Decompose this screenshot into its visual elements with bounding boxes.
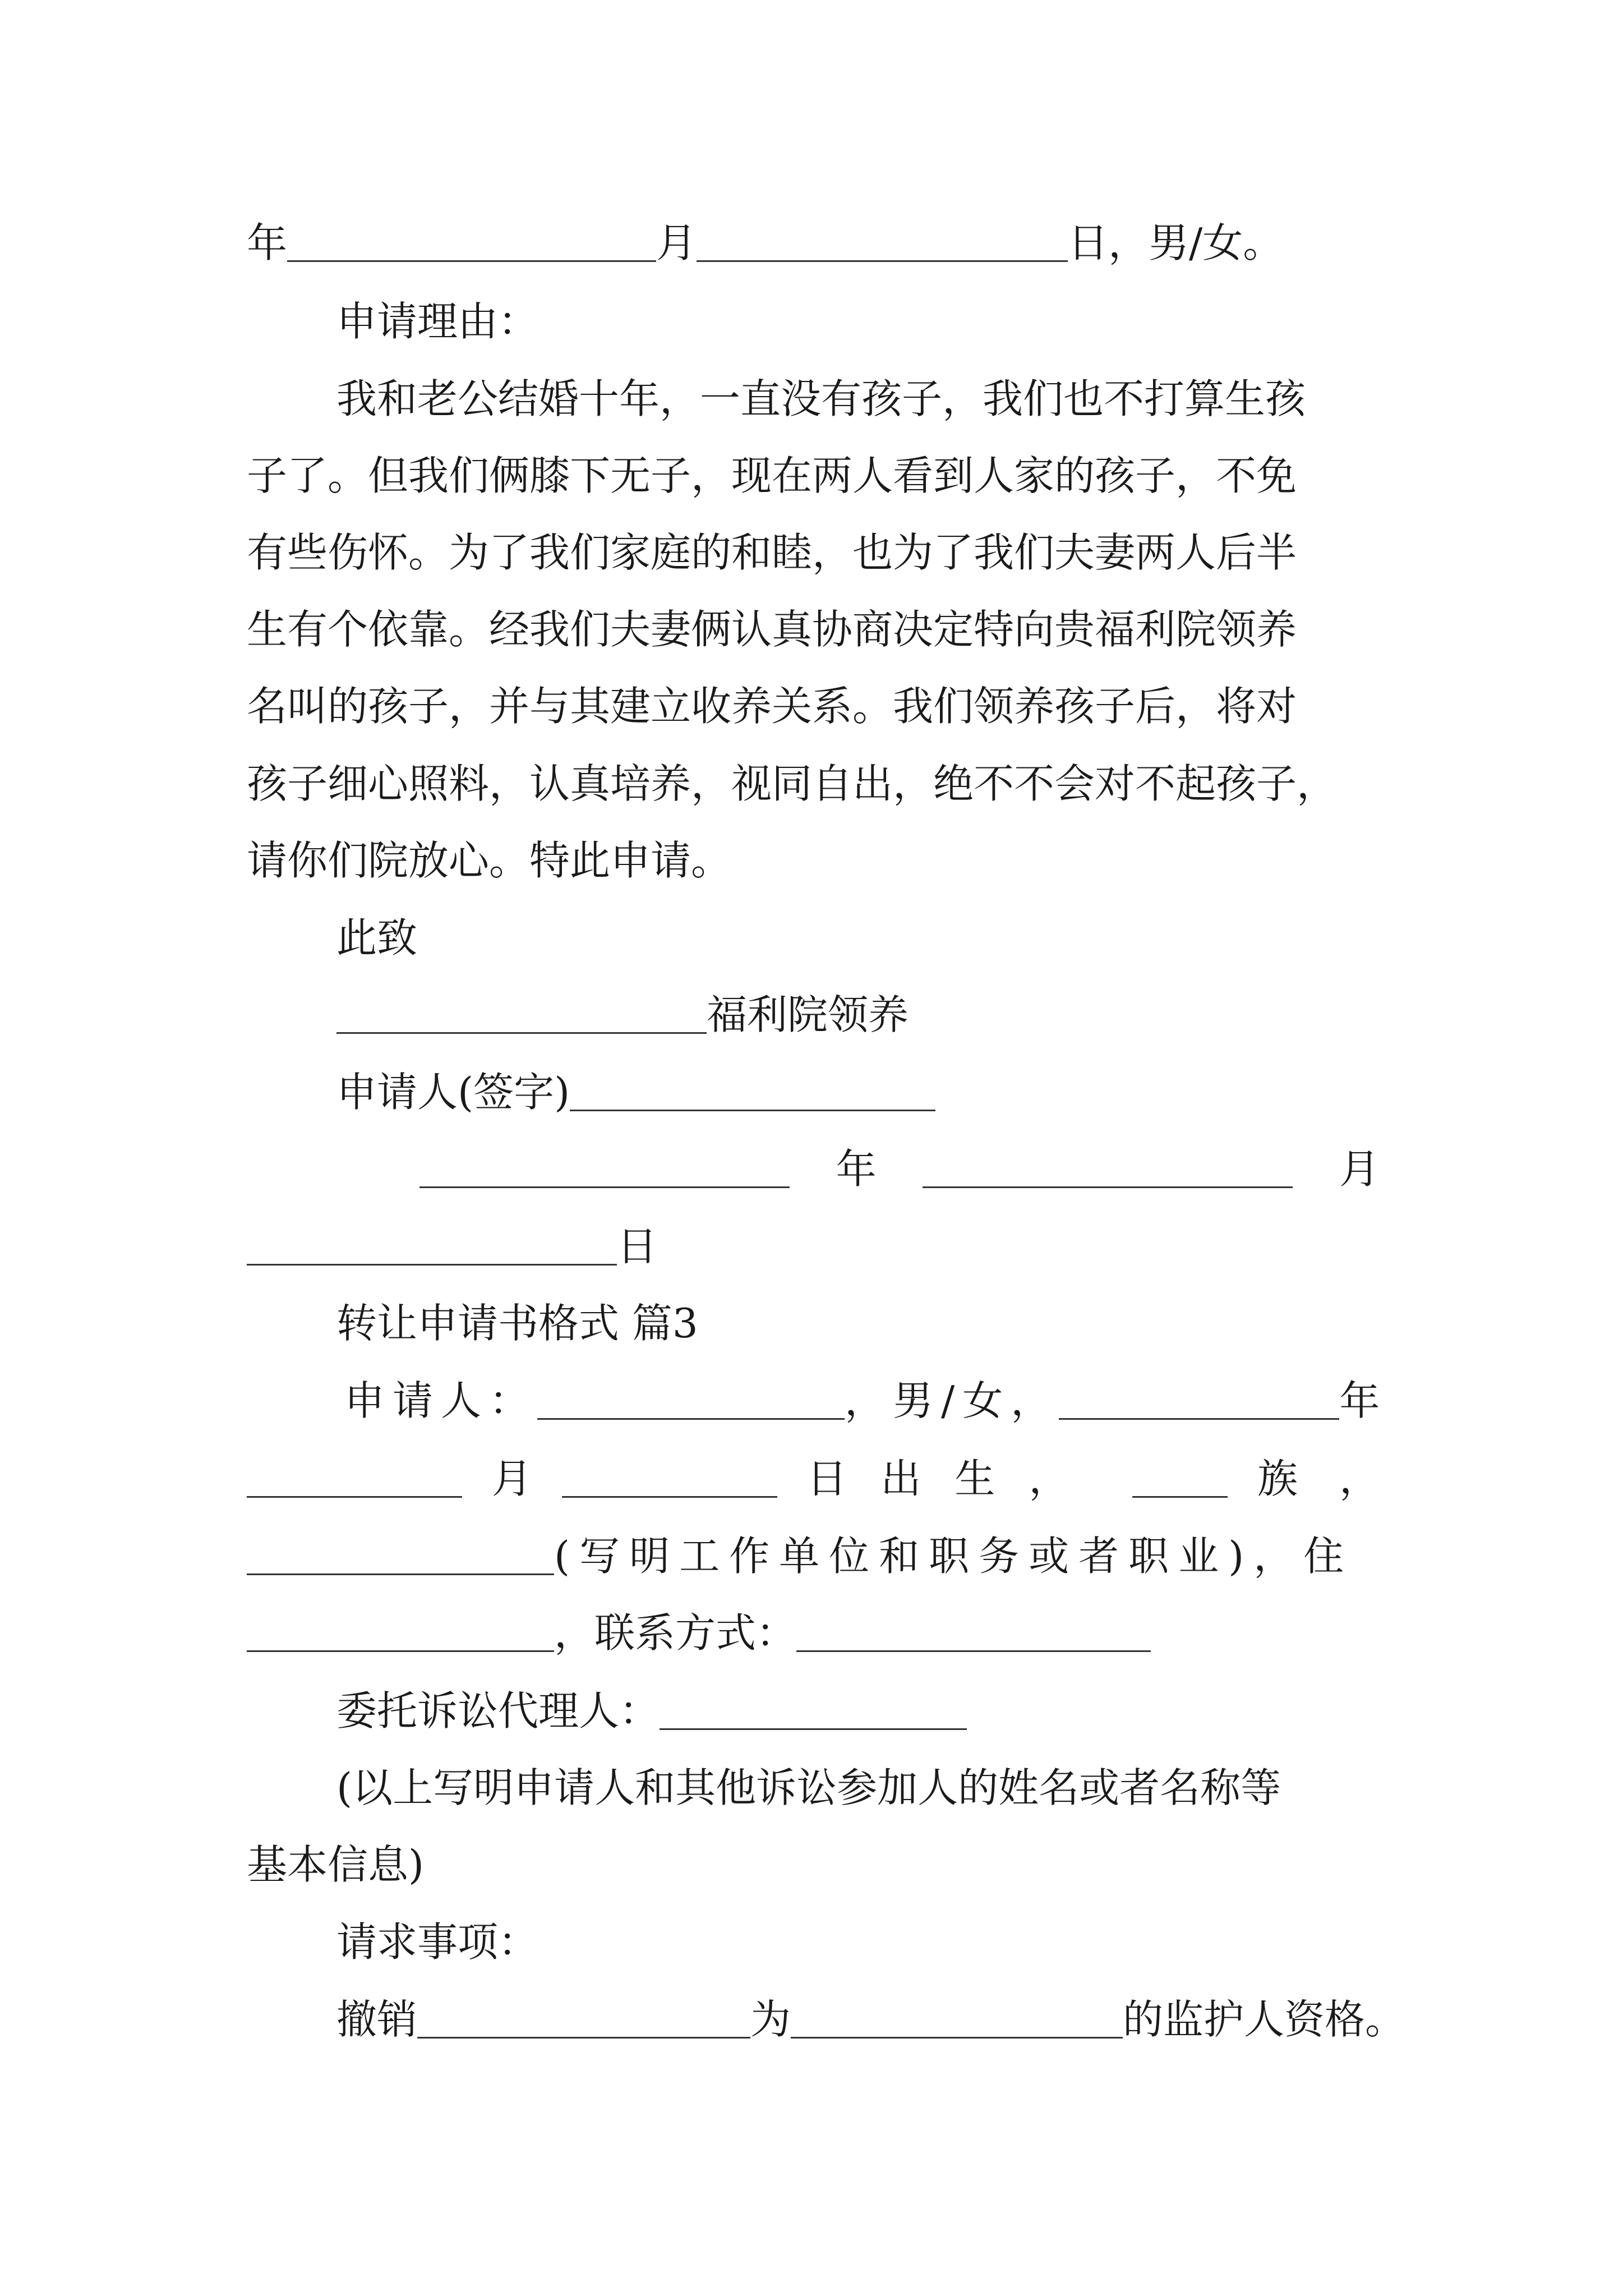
s3-wei-label: 为 (750, 1996, 791, 2043)
sign-year-label: 年 (836, 1145, 877, 1193)
s3-guardian-label: 的监护人资格。 (1123, 1996, 1406, 2043)
body-line-1: 我和老公结婚十年，一直没有孩子，我们也不打算生孩 (336, 375, 1306, 422)
s3-applicant-line (344, 1374, 1380, 1428)
day-gender-label: 日，男/女。 (1068, 219, 1284, 266)
body-line-7: 请你们院放心。特此申请。 (247, 837, 732, 884)
s3-month-blank (247, 1459, 462, 1498)
s3-born-label: 日出生， (806, 1455, 1103, 1502)
s3-work-line (247, 1529, 1380, 1583)
s3-contact-line (247, 1606, 1380, 1660)
body-line-4: 生有个依靠。经我们夫妻俩认真协商决定特向贵福利院领养 (247, 606, 1297, 653)
s3-work-note: (写明工作单位和职务或者职业)，住 (554, 1533, 1354, 1580)
body-line-6: 孩子细心照料，认真培养，视同自出，绝不不会对不起孩子， (247, 760, 1338, 807)
month-blank (697, 223, 1068, 262)
s3-agent-line (336, 1684, 1380, 1738)
s3-year-label: 年 (1339, 1377, 1380, 1424)
s3-name-blank (537, 1381, 845, 1420)
sign-year-blank (419, 1149, 790, 1188)
s3-guardian-blank (791, 2000, 1123, 2039)
year-label: 年 (247, 219, 288, 266)
s3-ethnic-blank (1132, 1459, 1228, 1498)
s3-agent-blank (660, 1691, 967, 1730)
s3-address-blank (247, 1613, 554, 1652)
s3-year-blank (1059, 1381, 1339, 1420)
applicant-signature-line (336, 1065, 1380, 1119)
s3-revoke-line (336, 1993, 1413, 2046)
s3-contact-label: ，联系方式： (554, 1609, 797, 1657)
s3-revoke-label: 撤销 (336, 1996, 418, 2043)
sign-day-line (247, 1220, 1380, 1273)
birth-date-line (247, 216, 1380, 270)
s3-gender-label: ，男/女， (845, 1377, 1059, 1424)
s3-revoke-blank (417, 2000, 750, 2039)
recipient-line (336, 988, 1380, 1042)
sign-date-line (419, 1142, 1380, 1196)
s3-agent-label: 委托诉讼代理人： (336, 1687, 660, 1734)
s3-request-label: 请求事项： (336, 1918, 539, 1966)
s3-applicant-label: 申请人： (344, 1377, 538, 1424)
body-line-2: 子了。但我们俩膝下无子，现在两人看到人家的孩子，不免 (247, 452, 1297, 499)
s3-info-note-line-1: (以上写明申请人和其他诉讼参加人的姓名或者名称等 (336, 1764, 1281, 1811)
s3-day-blank (562, 1459, 777, 1498)
year-blank (287, 223, 656, 262)
sign-month-label: 月 (1339, 1145, 1380, 1193)
month-label: 月 (656, 219, 697, 266)
s3-birth-line (247, 1452, 1421, 1506)
sign-month-blank (923, 1149, 1293, 1188)
reason-label: 申请理由： (336, 298, 539, 345)
recipient-blank (336, 995, 707, 1034)
s3-month-label: 月 (491, 1455, 532, 1502)
section-title: 转让申请书格式 篇3 (336, 1300, 698, 1347)
signature-blank (570, 1073, 935, 1111)
sign-day-blank (247, 1227, 617, 1266)
body-line-5: 名叫的孩子，并与其建立收养关系。我们领养孩子后，将对 (247, 683, 1297, 730)
applicant-sign-label: 申请人(签字) (336, 1069, 570, 1116)
s3-work-blank (247, 1536, 554, 1575)
s3-info-note-line-2: 基本信息) (247, 1841, 425, 1888)
recipient-suffix: 福利院领养 (707, 991, 909, 1038)
s3-ethnic-label: 族， (1257, 1455, 1421, 1502)
sign-day-label: 日 (617, 1223, 658, 1270)
s3-contact-blank (796, 1613, 1151, 1652)
salutation: 此致 (336, 914, 418, 961)
body-line-3: 有些伤怀。为了我们家庭的和睦，也为了我们夫妻两人后半 (247, 529, 1297, 576)
